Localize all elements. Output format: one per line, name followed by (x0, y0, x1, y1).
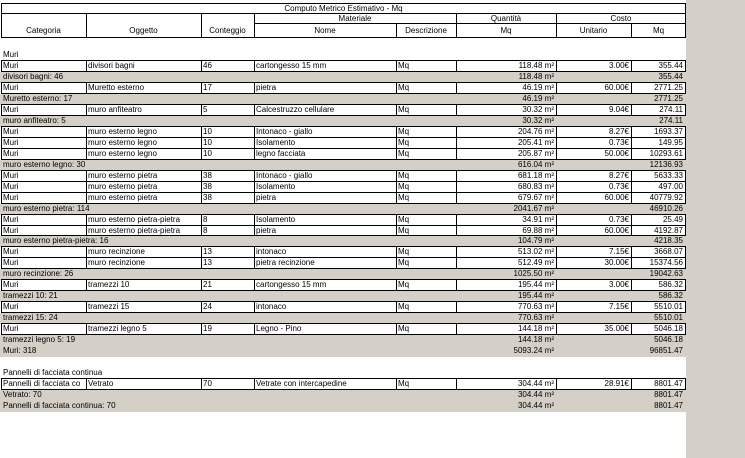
cell-divider (396, 257, 397, 269)
cell-divider (556, 104, 557, 116)
table-row-obj: muro esterno legno (88, 138, 157, 147)
table-row-cost: 15374.56 (649, 258, 683, 267)
table-row-cost: 355.44 (658, 61, 683, 70)
cell-divider (254, 225, 255, 236)
table-row-cnt: 38 (203, 193, 212, 202)
total-qty: 5093.24 m² (513, 346, 554, 355)
cell-divider (556, 60, 557, 72)
table-row-cnt: 8 (203, 226, 208, 235)
table-row-desc: Mq (398, 83, 410, 92)
table-row-obj: muro esterno pietra (88, 171, 158, 180)
total-cost: 8801.47 (654, 401, 683, 410)
total-cost: 96851.47 (649, 346, 683, 355)
subtotal-label: muro esterno pietra-pietra: 16 (3, 236, 109, 245)
subtotal-cost: 274.11 (659, 116, 683, 125)
table-row-cnt: 8 (203, 215, 208, 224)
table-row-obj: tramezzi legno 5 (88, 324, 147, 333)
cell-divider (201, 301, 202, 313)
table-row-cnt: 10 (203, 149, 212, 158)
cell-divider (631, 301, 632, 313)
table-row-cost: 1693.37 (654, 127, 683, 136)
table-row-desc: Mq (398, 182, 410, 191)
table-row-qty: 205.41 m² (517, 138, 554, 147)
table-row-desc: Mq (398, 379, 410, 388)
cell-divider (254, 257, 255, 269)
cell-divider (396, 192, 397, 204)
subtotal-cost: 46910.26 (649, 204, 683, 213)
cell-divider (456, 104, 457, 116)
cell-divider (396, 60, 397, 72)
cell-divider (201, 257, 202, 269)
table-row-unit: 50.00€ (604, 149, 629, 158)
cell-divider (1, 301, 2, 313)
table-row-cat: Muri (3, 247, 19, 256)
table-row-unit: 0.73€ (608, 138, 629, 147)
cell-divider (254, 323, 255, 335)
table-row-qty: 46.19 m² (522, 83, 554, 92)
cell-divider (86, 82, 87, 94)
cell-divider (201, 323, 202, 335)
table-row-cat: Muri (3, 302, 19, 311)
table-row-name: legno facciata (256, 149, 306, 158)
table-row-name: cartongesso 15 mm (256, 280, 327, 289)
cell-divider (556, 378, 557, 390)
subtotal-label: muro esterno pietra: 114 (3, 204, 90, 213)
cell-divider (86, 323, 87, 335)
header-categoria: Categoria (26, 26, 61, 35)
table-row-qty: 681.18 m² (517, 171, 554, 180)
cell-divider (254, 104, 255, 116)
table-row-name: pietra (256, 83, 277, 92)
table-row-cost: 5046.18 (654, 324, 683, 333)
table-row-name: Isolamento (256, 182, 296, 191)
subtotal-cost: 586.32 (658, 291, 683, 300)
table-row-cost: 8801.47 (654, 379, 683, 388)
cell-divider (396, 301, 397, 313)
table-row-desc: Mq (398, 302, 410, 311)
cell-divider (631, 104, 632, 116)
table-row-name: pietra (256, 193, 277, 202)
header-costo: Costo (610, 14, 632, 23)
subtotal-cost: 355.44 (658, 72, 683, 81)
table-row-unit: 60.00€ (604, 83, 629, 92)
table-row-desc: Mq (398, 138, 410, 147)
table-row-cost: 5510.01 (654, 302, 683, 311)
cell-divider (456, 323, 457, 335)
table-row-qty: 513.02 m² (517, 247, 554, 256)
cell-divider (86, 279, 87, 291)
cell-divider (86, 148, 87, 160)
table-row-cnt: 5 (203, 105, 208, 114)
table-row-cost: 2771.25 (654, 83, 683, 92)
cell-divider (201, 104, 202, 116)
table-row-unit: 8.27€ (608, 127, 629, 136)
subtotal-qty: 104.79 m² (517, 236, 554, 245)
subtotal-qty: 770.63 m² (517, 313, 554, 322)
cell-divider (1, 257, 2, 269)
cell-divider (631, 257, 632, 269)
table-row-obj: muro anfiteatro (88, 105, 142, 114)
cell-divider (685, 82, 686, 94)
table-row-qty: 512.49 m² (517, 258, 554, 267)
section-header: Pannelli di facciata continua (3, 368, 103, 377)
table-row-name: Isolamento (256, 215, 296, 224)
total-cost: 8801.47 (654, 390, 683, 399)
cell-divider (631, 60, 632, 72)
cell-divider (1, 60, 2, 72)
total-qty: 304.44 m² (517, 401, 554, 410)
cell-divider (556, 148, 557, 160)
table-row-cnt: 17 (203, 83, 212, 92)
subtotal-qty: 30.32 m² (522, 116, 554, 125)
table-row-cost: 274.11 (659, 105, 683, 114)
table-row-desc: Mq (398, 324, 410, 333)
cell-divider (456, 148, 457, 160)
table-row-obj: muro recinzione (88, 258, 145, 267)
header-oggetto: Oggetto (129, 26, 158, 35)
cell-divider (456, 301, 457, 313)
table-row-cat: Muri (3, 193, 19, 202)
cell-divider (556, 279, 557, 291)
cell-divider (1, 192, 2, 204)
table-row-qty: 770.63 m² (517, 302, 554, 311)
table-row-cat: Muri (3, 105, 19, 114)
table-row-desc: Mq (398, 105, 410, 114)
cell-divider (254, 82, 255, 94)
cell-divider (556, 82, 557, 94)
table-row-cat: Pannelli di facciata co (3, 379, 81, 388)
cell-divider (86, 378, 87, 390)
cell-divider (1, 279, 2, 291)
subtotal-cost: 5046.18 (654, 335, 683, 344)
table-row-name: intonaco (256, 247, 287, 256)
table-row-desc: Mq (398, 193, 410, 202)
subtotal-qty: 144.18 m² (517, 335, 554, 344)
subtotal-qty: 46.19 m² (522, 94, 554, 103)
subtotal-label: tramezzi 10: 21 (3, 291, 58, 300)
cell-divider (254, 60, 255, 72)
table-row-cat: Muri (3, 171, 19, 180)
table-row-name: pietra (256, 226, 277, 235)
table-row-cost: 3668.07 (654, 247, 683, 256)
table-row-qty: 304.44 m² (517, 379, 554, 388)
subtotal-label: Muretto esterno: 17 (3, 94, 73, 103)
table-row-qty: 118.48 m² (518, 61, 554, 70)
cell-divider (631, 378, 632, 390)
table-row-name: Vetrate con intercapedine (256, 379, 347, 388)
cell-divider (631, 279, 632, 291)
table-row-cat: Muri (3, 280, 19, 289)
cell-divider (201, 60, 202, 72)
table-row-cnt: 21 (203, 280, 212, 289)
header-descrizione: Descrizione (405, 26, 447, 35)
cell-divider (456, 225, 457, 236)
table-row-unit: 35.00€ (604, 324, 629, 333)
header-nome: Nome (314, 26, 336, 35)
table-row-desc: Mq (398, 127, 410, 136)
cell-divider (685, 301, 686, 313)
table-row-unit: 28.91€ (604, 379, 629, 388)
cell-divider (631, 148, 632, 160)
cell-divider (396, 279, 397, 291)
table-row-name: pietra recinzione (256, 258, 315, 267)
table-row-desc: Mq (398, 215, 410, 224)
cell-divider (556, 192, 557, 204)
cell-divider (456, 82, 457, 94)
table-row-obj: Vetrato (88, 379, 114, 388)
schedule-title: Computo Metrico Estimativo - Mq (284, 4, 403, 13)
table-row-cnt: 19 (203, 324, 212, 333)
cell-divider (1, 104, 2, 116)
total-label: Vetrato: 70 (3, 390, 42, 399)
header-quantita: Quantità (490, 14, 522, 23)
cell-divider (396, 323, 397, 335)
table-row-desc: Mq (398, 171, 410, 180)
table-row-obj: tramezzi 15 (88, 302, 130, 311)
subtotal-cost: 4218.35 (654, 236, 683, 245)
table-row-obj: muro esterno legno (88, 149, 157, 158)
table-row-qty: 34.91 m² (522, 215, 554, 224)
cell-divider (456, 257, 457, 269)
table-row-unit: 30.00€ (604, 258, 629, 267)
cell-divider (86, 104, 87, 116)
subtotal-label: divisori bagni: 46 (3, 72, 64, 81)
table-row-name: Intonaco - giallo (256, 171, 313, 180)
table-row-cat: Muri (3, 127, 19, 136)
cell-divider (631, 225, 632, 236)
cell-divider (201, 279, 202, 291)
cell-divider (254, 279, 255, 291)
table-row-name: Calcestruzzo cellulare (256, 105, 335, 114)
subtotal-cost: 5510.01 (654, 313, 683, 322)
table-row-obj: muro esterno pietra (88, 182, 158, 191)
cell-divider (456, 279, 457, 291)
table-row-obj: muro esterno pietra-pietra (88, 215, 181, 224)
table-row-desc: Mq (398, 280, 410, 289)
table-row-desc: Mq (398, 258, 410, 267)
cell-divider (556, 323, 557, 335)
header-bottom-line (1, 37, 686, 38)
cell-divider (685, 225, 686, 236)
cell-divider (685, 279, 686, 291)
table-row-unit: 0.73€ (608, 215, 629, 224)
cell-divider (556, 301, 557, 313)
table-row-unit: 60.00€ (604, 226, 629, 235)
table-row-desc: Mq (398, 61, 410, 70)
table-row-obj: Muretto esterno (88, 83, 145, 92)
cell-divider (1, 225, 2, 236)
table-row-unit: 7.15€ (608, 247, 629, 256)
table-row-cost: 25.49 (662, 215, 683, 224)
cell-divider (396, 148, 397, 160)
cell-divider (254, 301, 255, 313)
table-row-unit: 60.00€ (604, 193, 629, 202)
subtotal-label: muro anfiteatro: 5 (3, 116, 66, 125)
table-row-qty: 680.83 m² (517, 182, 554, 191)
cell-divider (456, 60, 457, 72)
table-row-qty: 30.32 m² (522, 105, 554, 114)
table-row-unit: 9.04€ (608, 105, 629, 114)
table-row-cnt: 38 (203, 171, 212, 180)
subtotal-qty: 195.44 m² (517, 291, 554, 300)
table-row-cat: Muri (3, 258, 19, 267)
table-row-unit: 3.00€ (608, 61, 629, 70)
table-row-cnt: 24 (203, 302, 212, 311)
table-row-cat: Muri (3, 226, 19, 235)
cell-divider (86, 192, 87, 204)
table-row-obj: divisori bagni (88, 61, 135, 70)
subtotal-qty: 1025.50 m² (513, 269, 554, 278)
table-row-cnt: 13 (203, 258, 212, 267)
table-row-qty: 204.76 m² (517, 127, 554, 136)
subtotal-qty: 616.04 m² (517, 160, 554, 169)
table-row-desc: Mq (398, 247, 410, 256)
cell-divider (685, 60, 686, 72)
table-row-cnt: 38 (203, 182, 212, 191)
table-row-cost: 40779.92 (649, 193, 683, 202)
table-row-desc: Mq (398, 149, 410, 158)
table-row-cost: 10293.61 (649, 149, 683, 158)
table-row-obj: muro esterno pietra (88, 193, 158, 202)
cell-divider (86, 225, 87, 236)
table-row-obj: muro esterno legno (88, 127, 157, 136)
table-row-obj: muro esterno pietra-pietra (88, 226, 181, 235)
table-row-name: cartongesso 15 mm (256, 61, 327, 70)
cell-divider (396, 104, 397, 116)
cell-divider (631, 323, 632, 335)
cell-divider (556, 257, 557, 269)
table-row-unit: 8.27€ (608, 171, 629, 180)
cell-divider (201, 148, 202, 160)
header-conteggio: Conteggio (209, 26, 246, 35)
subtotal-cost: 19042.63 (649, 269, 683, 278)
cell-divider (86, 257, 87, 269)
table-row-qty: 679.67 m² (517, 193, 554, 202)
cell-divider (685, 257, 686, 269)
table-row-cost: 5633.33 (654, 171, 683, 180)
subtotal-cost: 12136.93 (649, 160, 683, 169)
section-header: Muri (3, 50, 19, 59)
subtotal-label: muro esterno legno: 30 (3, 160, 86, 169)
total-label: Muri: 318 (3, 346, 37, 355)
cell-divider (201, 225, 202, 236)
cell-divider (396, 82, 397, 94)
cell-divider (685, 192, 686, 204)
table-row-cnt: 13 (203, 247, 212, 256)
table-row-qty: 69.88 m² (522, 226, 554, 235)
table-row-qty: 144.18 m² (517, 324, 554, 333)
table-row-cnt: 70 (203, 379, 212, 388)
cell-divider (86, 60, 87, 72)
cell-divider (1, 82, 2, 94)
cell-divider (631, 192, 632, 204)
total-label: Pannelli di facciata continua: 70 (3, 401, 116, 410)
table-row-cnt: 10 (203, 138, 212, 147)
table-row-name: Legno - Pino (256, 324, 302, 333)
cell-divider (1, 148, 2, 160)
cell-divider (201, 82, 202, 94)
cell-divider (254, 378, 255, 390)
table-row-name: Intonaco - giallo (256, 127, 313, 136)
subtotal-cost: 2771.25 (654, 94, 683, 103)
table-row-unit: 7.15€ (608, 302, 629, 311)
cell-divider (254, 192, 255, 204)
table-row-cost: 4192.87 (654, 226, 683, 235)
table-row-name: intonaco (256, 302, 287, 311)
subtotal-label: tramezzi 15: 24 (3, 313, 58, 322)
table-row-cat: Muri (3, 138, 19, 147)
table-row-qty: 195.44 m² (517, 280, 554, 289)
total-qty: 304.44 m² (517, 390, 554, 399)
cell-divider (86, 301, 87, 313)
cell-divider (201, 378, 202, 390)
cell-divider (456, 378, 457, 390)
table-row-desc: Mq (398, 226, 410, 235)
cell-divider (396, 225, 397, 236)
cell-divider (396, 378, 397, 390)
subtotal-label: tramezzi legno 5: 19 (3, 335, 76, 344)
header-unitario: Unitario (579, 26, 608, 35)
table-row-cost: 586.32 (658, 280, 683, 289)
table-row-cnt: 46 (203, 61, 212, 70)
table-row-cat: Muri (3, 324, 19, 333)
table-row-unit: 0.73€ (608, 182, 629, 191)
cell-divider (1, 378, 2, 390)
table-row-qty: 205.87 m² (517, 149, 554, 158)
table-row-cnt: 10 (203, 127, 212, 136)
table-row-cat: Muri (3, 215, 19, 224)
cell-divider (685, 323, 686, 335)
cell-divider (254, 148, 255, 160)
header-quantita-mq: Mq (500, 26, 512, 35)
cell-divider (685, 148, 686, 160)
table-row-name: Isolamento (256, 138, 296, 147)
cell-divider (685, 104, 686, 116)
table-row-cat: Muri (3, 61, 19, 70)
subtotal-qty: 2041.67 m² (513, 204, 554, 213)
table-row-cat: Muri (3, 83, 19, 92)
subtotal-label: muro recinzione: 26 (3, 269, 74, 278)
cell-divider (456, 192, 457, 204)
table-row-cat: Muri (3, 182, 19, 191)
table-row-obj: tramezzi 10 (88, 280, 130, 289)
header-materiale: Materiale (338, 14, 372, 23)
cell-divider (556, 225, 557, 236)
cell-divider (201, 192, 202, 204)
cell-divider (631, 82, 632, 94)
cell-divider (1, 323, 2, 335)
cell-divider (685, 378, 686, 390)
table-row-cat: Muri (3, 149, 19, 158)
subtotal-qty: 118.48 m² (518, 72, 554, 81)
table-row-obj: muro recinzione (88, 247, 145, 256)
table-row-cost: 149.95 (658, 138, 683, 147)
table-row-unit: 3.00€ (608, 280, 629, 289)
header-costo-mq: Mq (652, 26, 665, 35)
table-row-cost: 497.00 (658, 182, 683, 191)
